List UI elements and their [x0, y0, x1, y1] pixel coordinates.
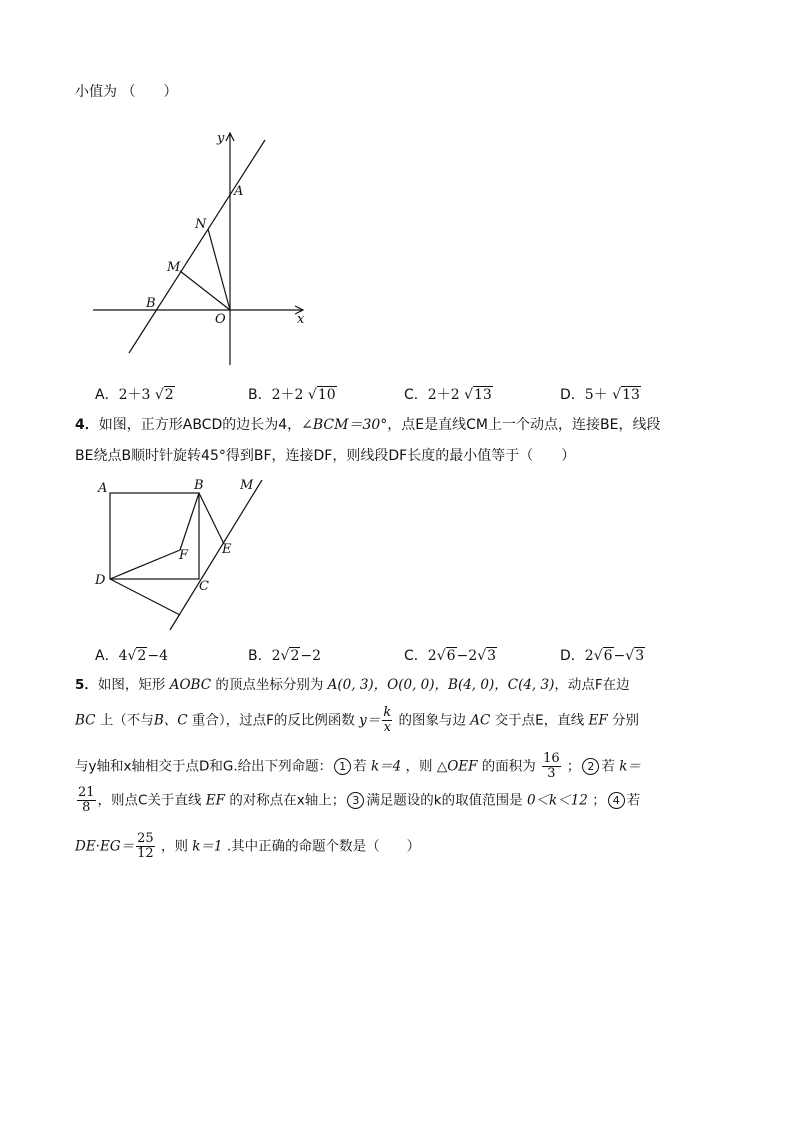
q5-line-3: 与y轴和x轴相交于点D和G.给出下列命题： 1 若 k＝4 ，则 △OEF 的面积为 $\frac{16}{3}$ ； 2 若 k＝: [75, 751, 641, 781]
q3-segment-mo: [180, 271, 230, 310]
q3-option-b[interactable]: B．2＋2 √10: [248, 387, 336, 403]
q4-label-m: M: [240, 478, 254, 493]
q5-line-5: DE·EG＝ $\frac{25}{12}$ ，则 k＝1 .其中正确的命题个数是（ ）: [75, 831, 421, 861]
q4-segment-bf: [180, 493, 199, 550]
q3-label-x: x: [297, 312, 305, 327]
q4-label-e: E: [222, 542, 232, 557]
q4-label-f: F: [179, 548, 189, 563]
q5-line-2: BC 上（不与B、C 重合），过点F的反比例函数 y＝ $\frac{k}{x}$ 的图象与边 AC 交于点E，直线 EF 分别: [75, 705, 640, 735]
q4-option-d[interactable]: D．2√6−√3: [560, 648, 645, 664]
q4-segment-d-foot: [110, 579, 180, 615]
q3-label-b: B: [146, 296, 156, 311]
q3-line-ab: [129, 140, 265, 353]
q4-option-a[interactable]: A．4√2−4: [95, 648, 168, 664]
q3-option-d[interactable]: D．5＋ √13: [560, 387, 640, 403]
q4-line-2: BE绕点B顺时针旋转45°得到BF，连接DF，则线段DF长度的最小值等于（ ）: [75, 448, 576, 464]
q4-line-1: 4．如图，正方形ABCD的边长为4，∠BCM＝30°，点E是直线CM上一个动点，连接BE，线段: [75, 417, 661, 433]
q3-option-c[interactable]: C．2＋2 √13: [404, 387, 492, 403]
q3-option-a[interactable]: A．2＋3 √2: [95, 387, 174, 403]
q4-option-b[interactable]: B．2√2−2: [248, 648, 322, 664]
q4-label-d: D: [95, 573, 106, 588]
q4-segment-df: [110, 550, 180, 579]
q5-line-1: 5．如图，矩形 AOBC 的顶点坐标分别为 A(0, 3)，O(0, 0)，B(4, 0)，C(4, 3)，动点F在边: [75, 677, 630, 693]
q3-label-a: A: [234, 184, 244, 199]
q4-segment-be: [199, 493, 224, 544]
q3-label-m: M: [167, 260, 181, 275]
q4-square-abcd: [110, 493, 199, 579]
q4-label-a: A: [98, 481, 108, 496]
q3-label-o: O: [215, 312, 226, 327]
q5-line-4: $\frac{21}{8}$ ，则点C关于直线 EF 的对称点在x轴上； 3 满足题设的k的取值范围是 0＜k＜12 ； 4 若: [78, 785, 641, 815]
q3-segment-no: [208, 229, 230, 310]
q4-figure: [92, 472, 272, 637]
q3-label-y: y: [217, 131, 225, 146]
q3-figure: [85, 125, 325, 370]
q3-label-n: N: [195, 217, 207, 232]
q4-label-b: B: [194, 478, 204, 493]
q4-label-c: C: [199, 579, 209, 594]
q3-stem-end: 小值为 （ ）: [75, 84, 178, 100]
q4-option-c[interactable]: C．2√6−2√3: [404, 648, 497, 664]
